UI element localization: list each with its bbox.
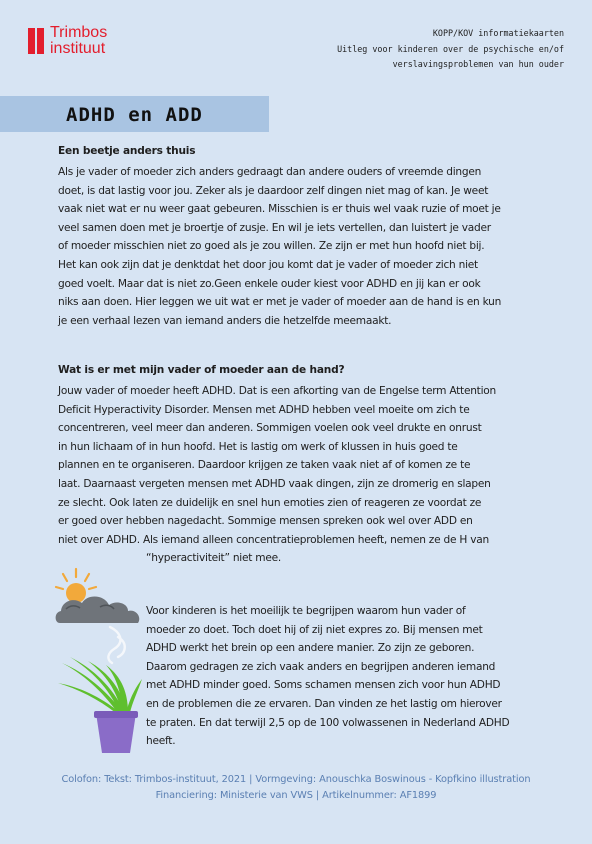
body-line: Daarom gedragen ze zich vaak anders en begrijpen anderen iemand: [146, 660, 496, 673]
page-title: ADHD en ADD: [66, 104, 203, 126]
body-line: of moeder misschien niet zo goed als je zou willen. Ze zijn er met hun hoofd niet bij.: [58, 240, 485, 253]
header-line: KOPP/KOV informatiekaarten: [432, 28, 564, 38]
body-line: je een verhaal lezen van iemand anders die hetzelfde meemaakt.: [58, 314, 392, 327]
body-line: Jouw vader of moeder heeft ADHD. Dat is een afkorting van de Engelse term Attention: [58, 385, 496, 397]
plant-icon: [58, 657, 142, 713]
body-line: heeft.: [146, 735, 176, 748]
colofon-funding: Financiering: Ministerie van VWS | Artikelnummer: AF1899: [155, 790, 437, 801]
wind-icon: [108, 627, 124, 663]
body-line: veel samen doen met je broertje of zusje. En wil je iets vertellen, dan luistert je vader: [58, 221, 491, 234]
body-line: er goed over hebben nagedacht. Sommige mensen spreken ook wel over ADD en: [58, 515, 473, 528]
colofon-credits: Colofon: Tekst: Trimbos-instituut, 2021 | Vormgeving: Anouschka Boswinous - Kopfkino illustration: [61, 774, 531, 785]
trimbos-logo: [28, 26, 148, 60]
body-line: doet, is dat lastig voor jou. Zeker als je daardoor zelf dingen niet mag of kan. Je weet: [58, 184, 489, 197]
body-line: Het kan ook zijn dat je denktdat het door jou komt dat je vader of moeder zich niet: [58, 258, 478, 271]
body-line: in hun lichaam of in hun hoofd. Het is lastig om werk of klussen in huis goed te: [58, 440, 458, 453]
body-line: niet over ADHD. Als iemand alleen concentratieproblemen heeft, nemen ze de H van: [58, 533, 489, 546]
header-series-info: [337, 26, 564, 73]
weather-plant-illustration: [52, 565, 148, 757]
section-body-kinderen: [146, 602, 509, 751]
body-line: goed voelt. Maar dat is niet zo.Geen enkele ouder kiest voor ADHD en jij kan er ook: [58, 277, 481, 290]
body-line: “hyperactiviteit” niet mee.: [146, 552, 281, 565]
body-line: niks aan doen. Hier leggen we uit wat er met je vader of moeder aan de hand is en kun: [58, 296, 502, 309]
cloud-icon: [56, 596, 140, 623]
header-line: verslavingsproblemen van hun ouder: [392, 59, 564, 69]
body-line: plannen en te organiseren. Daardoor krijgen ze taken vaak niet af of komen ze te: [58, 459, 471, 472]
body-line: vaak niet wat er nu weer gaat gebeuren. Misschien is er thuis wel vaak ruzie of moet je: [58, 203, 501, 216]
logo-text-line2: instituut: [50, 40, 106, 57]
section-heading-wat-is-er: Wat is er met mijn vader of moeder aan de hand?: [58, 364, 345, 376]
body-line: met ADHD minder goed. Soms schamen mensen zich voor hun ADHD: [146, 679, 501, 692]
body-line: Deficit Hyperactivity Disorder. Mensen met ADHD hebben veel moeite om zich te: [58, 403, 470, 416]
body-line: ADHD werkt het brein op een andere manier. Zo zijn ze geboren.: [146, 642, 475, 655]
body-line: laat. Daarnaast vergeten mensen met ADHD vaak dingen, zijn ze dromerig en slapen: [58, 477, 491, 490]
body-line: moeder zo doet. Toch doet hij of zij niet expres zo. Bij mensen met: [146, 623, 483, 636]
body-line: ze slecht. Ook laten ze duidelijk en snel hun emoties zien of reageren ze voordat ze: [58, 496, 482, 509]
header-line: Uitleg voor kinderen over de psychische en/of: [337, 43, 564, 54]
logo-text: [50, 25, 107, 57]
logo-bar: [28, 28, 35, 54]
body-line: te praten. En dat terwijl 2,5 op de 100 volwassenen in Nederland ADHD: [146, 716, 510, 729]
section-body-wat-is-er: [58, 382, 496, 568]
section-body-thuis: [58, 163, 501, 330]
flower-pot-icon: [94, 711, 138, 753]
body-line: concentreren, veel meer dan anderen. Sommigen voelen ook veel drukte en onrust: [58, 422, 482, 435]
body-line: Voor kinderen is het moeilijk te begrijpen waarom hun vader of: [146, 605, 466, 617]
logo-text-line1: Trimbos: [50, 24, 108, 41]
body-line: Als je vader of moeder zich anders gedraagt dan andere ouders of vreemde dingen: [58, 166, 482, 178]
body-line: en de problemen die ze ervaren. Dan vinden ze het lastig om hierover: [146, 697, 502, 710]
section-heading-thuis: Een beetje anders thuis: [58, 145, 196, 157]
logo-bar: [37, 28, 44, 54]
